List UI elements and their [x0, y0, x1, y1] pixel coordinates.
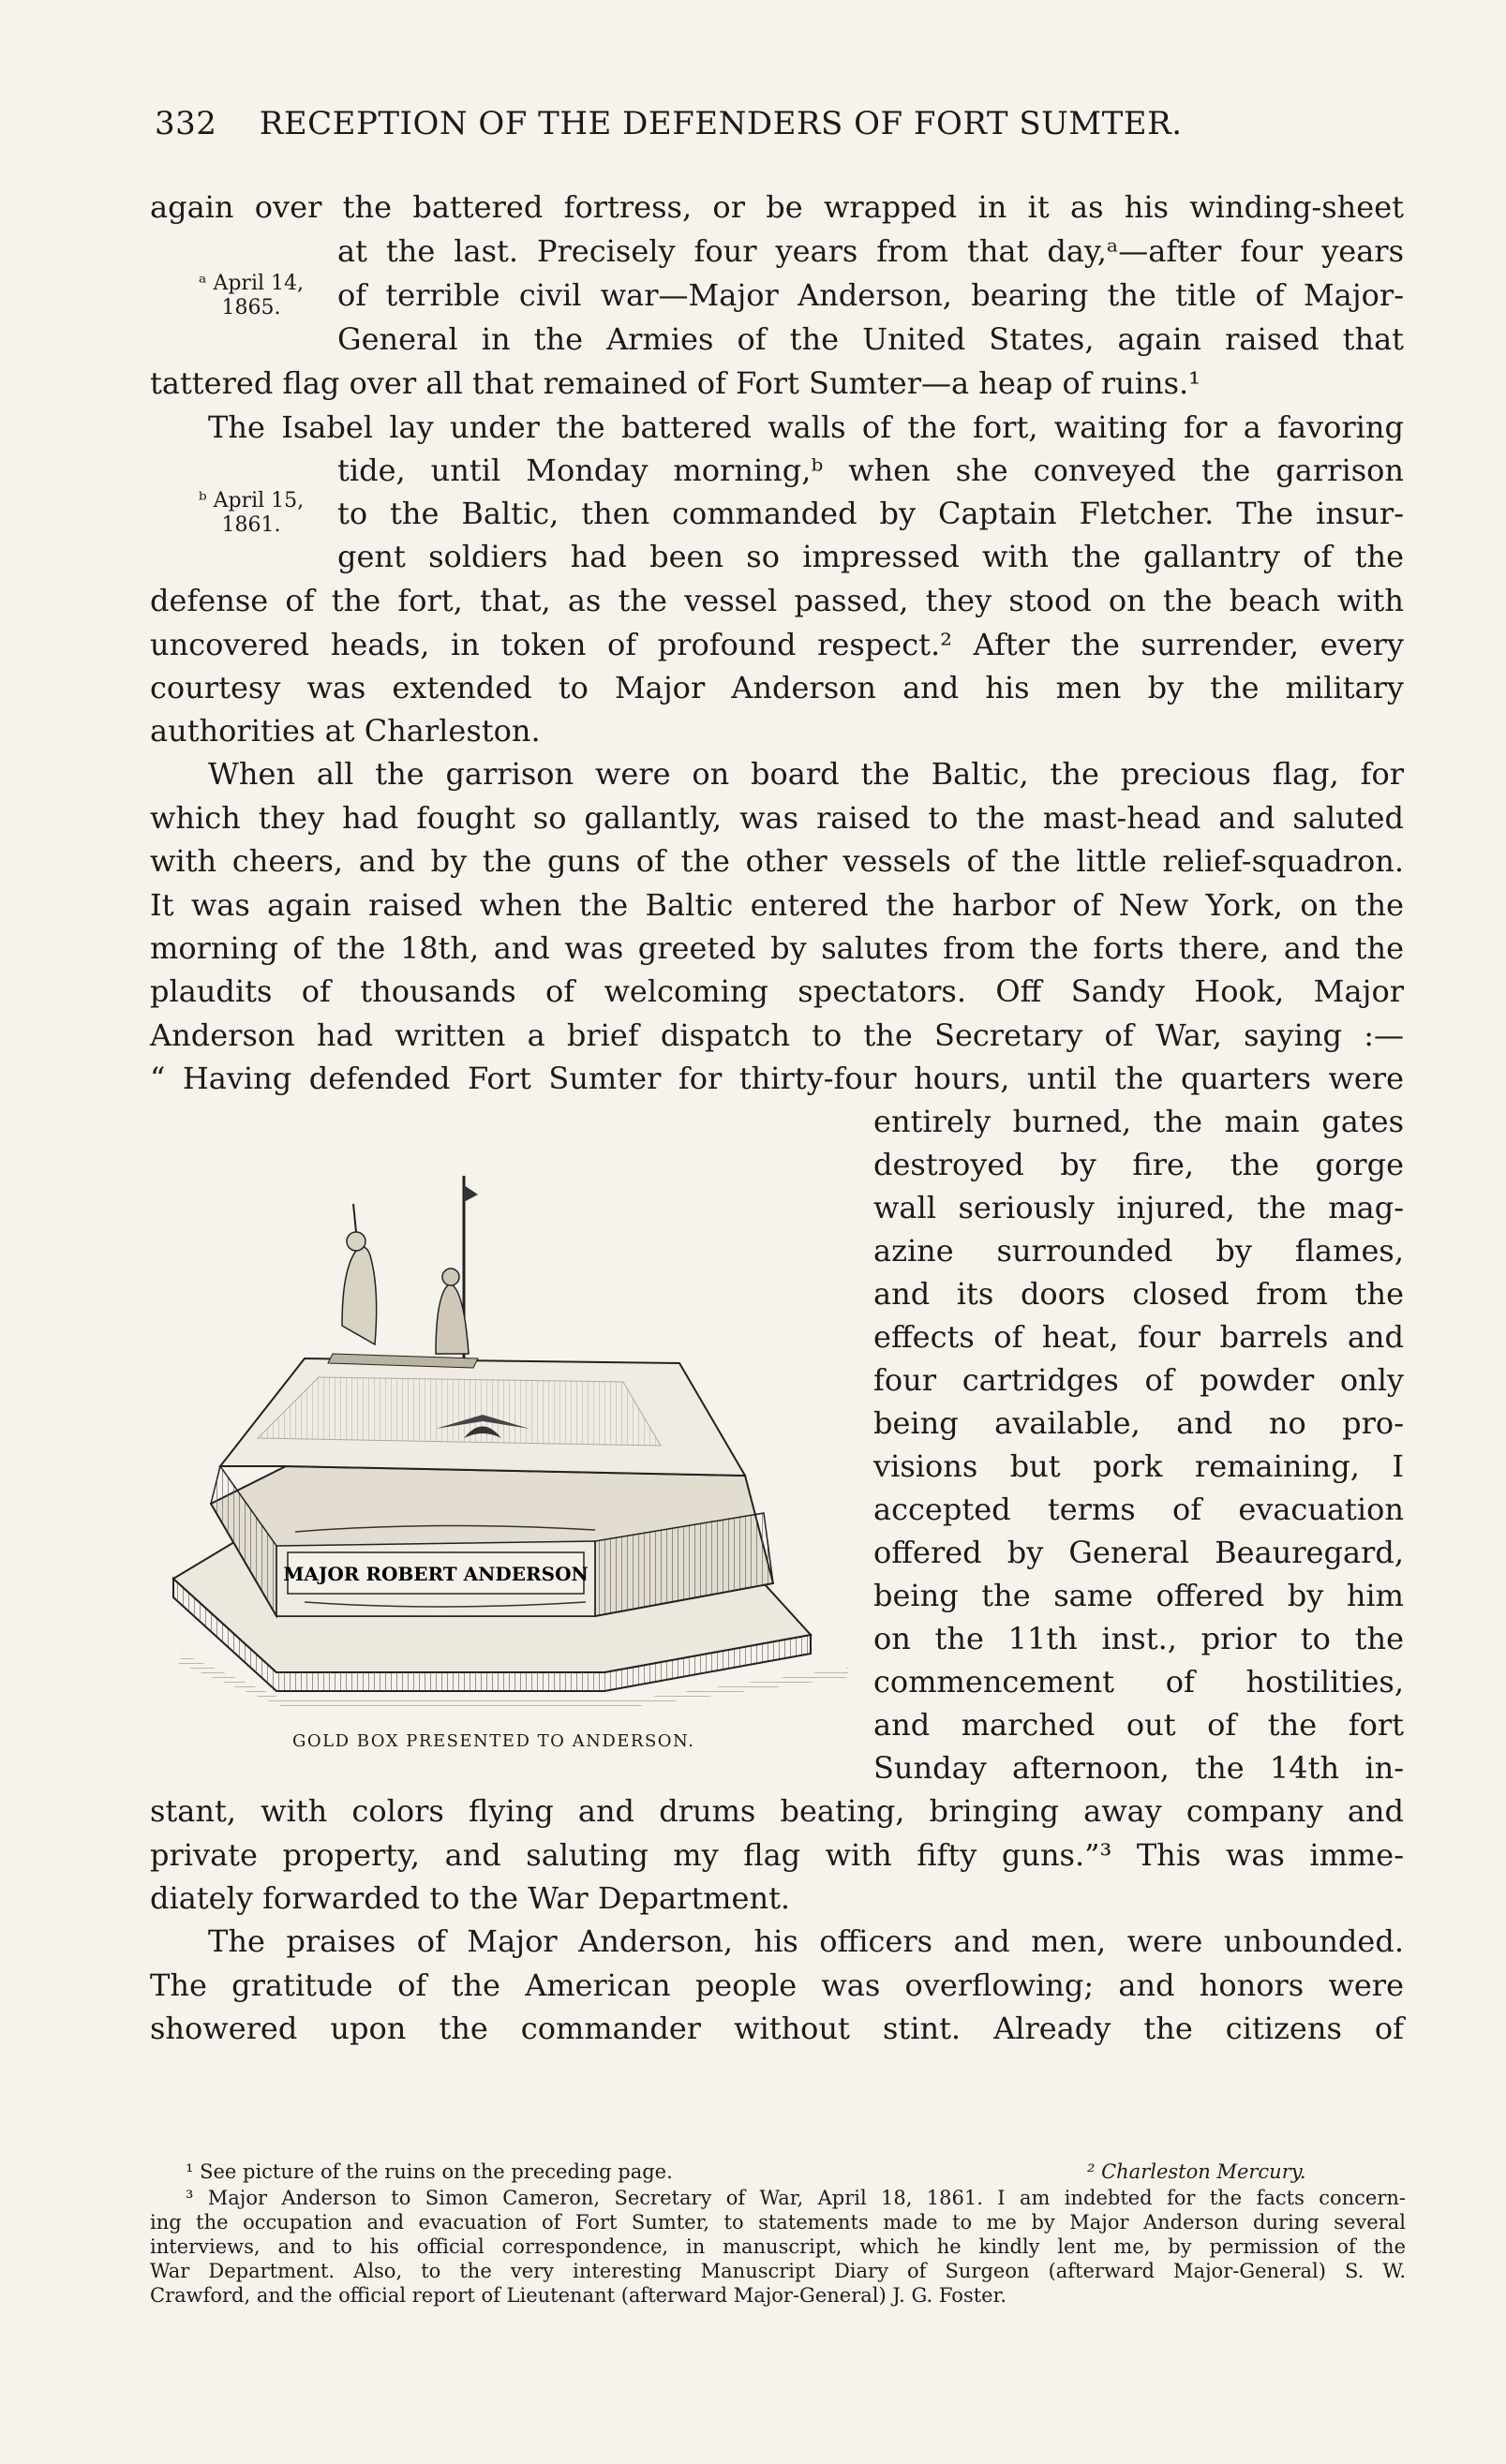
- margin-note-b-line1: ᵇ April 15,: [198, 489, 305, 512]
- body-line: tide, until Monday morning,ᵇ when she conveyed the garrison: [337, 453, 1404, 488]
- body-line: to the Baltic, then commanded by Captain Fletcher. The insur-: [337, 496, 1404, 531]
- footnote-3-line: interviews, and to his official correspondence, in manuscript, which he kindly lent me, by permission of the: [150, 2235, 1406, 2258]
- body-line: defense of the fort, that, as the vessel passed, they stood on the beach with: [150, 583, 1404, 618]
- right-column-line: azine surrounded by flames,: [873, 1233, 1404, 1269]
- right-column-line: entirely burned, the main gates: [873, 1104, 1404, 1139]
- margin-note-b-line2: 1861.: [221, 513, 281, 537]
- body-line: morning of the 18th, and was greeted by salutes from the forts there, and the: [150, 930, 1404, 966]
- body-line: with cheers, and by the guns of the other vessels of the little relief-squadron.: [150, 843, 1404, 879]
- right-column-line: on the 11th inst., prior to the: [873, 1621, 1404, 1656]
- body-line: The Isabel lay under the battered walls of the fort, waiting for a favoring: [208, 409, 1404, 445]
- gold-box-illustration: [155, 1129, 862, 1729]
- right-column-line: wall seriously injured, the mag-: [873, 1190, 1404, 1225]
- body-line: plaudits of thousands of welcoming spectators. Off Sandy Hook, Major: [150, 973, 1404, 1009]
- figure-caption: GOLD BOX PRESENTED TO ANDERSON.: [292, 1731, 695, 1751]
- body-line: uncovered heads, in token of profound respect.² After the surrender, every: [150, 627, 1404, 662]
- right-column-line: four cartridges of powder only: [873, 1362, 1404, 1398]
- right-column-line: being the same offered by him: [873, 1578, 1404, 1613]
- margin-note-a-line2: 1865.: [221, 296, 281, 319]
- footnote-3-line: War Department. Also, to the very interesting Manuscript Diary of Surgeon (afterward Major-General) S. W.: [150, 2260, 1406, 2282]
- body-line: tattered flag over all that remained of Fort Sumter—a heap of ruins.¹: [150, 365, 1200, 401]
- footnote-2: ² Charleston Mercury.: [1087, 2160, 1306, 2183]
- right-column-line: offered by General Beauregard,: [873, 1535, 1404, 1570]
- body-line: gent soldiers had been so impressed with the gallantry of the: [337, 539, 1404, 574]
- running-title: RECEPTION OF THE DEFENDERS OF FORT SUMTER.: [259, 105, 1183, 142]
- body-line: courtesy was extended to Major Anderson and his men by the military: [150, 670, 1404, 705]
- right-column-line: and marched out of the fort: [873, 1707, 1404, 1743]
- right-column-line: effects of heat, four barrels and: [873, 1319, 1404, 1355]
- body-line: stant, with colors flying and drums beating, bringing away company and: [150, 1793, 1404, 1829]
- body-line: diately forwarded to the War Department.: [150, 1880, 791, 1916]
- body-line: private property, and saluting my flag with fifty guns.”³ This was imme-: [150, 1837, 1404, 1873]
- right-column-line: and its doors closed from the: [873, 1276, 1404, 1312]
- running-header: [155, 105, 1406, 142]
- body-line: which they had fought so gallantly, was raised to the mast-head and saluted: [150, 800, 1404, 836]
- footnote-3-line: Crawford, and the official report of Lieutenant (afterward Major-General) J. G. Foster.: [150, 2284, 1006, 2307]
- body-line: at the last. Precisely four years from that day,ᵃ—after four years: [337, 233, 1404, 269]
- body-line: showered upon the commander without stint. Already the citizens of: [150, 2011, 1404, 2046]
- margin-note-a-line1: ᵃ April 14,: [198, 272, 305, 295]
- body-line: General in the Armies of the United States, again raised that: [337, 321, 1404, 357]
- margin-note-b: [186, 489, 317, 538]
- right-column-line: Sunday afternoon, the 14th in-: [873, 1750, 1404, 1786]
- footnote-3-line: ³ Major Anderson to Simon Cameron, Secretary of War, April 18, 1861. I am indebted for the facts concern-: [186, 2187, 1406, 2209]
- right-column-line: accepted terms of evacuation: [873, 1492, 1404, 1527]
- right-column-line: destroyed by fire, the gorge: [873, 1147, 1404, 1182]
- body-line: again over the battered fortress, or be wrapped in it as his winding-sheet: [150, 189, 1404, 225]
- right-column-line: visions but pork remaining, I: [873, 1448, 1404, 1484]
- footnote-3-line: ing the occupation and evacuation of Fort Sumter, to statements made to me by Major Anderson during several: [150, 2211, 1406, 2234]
- footnote-1: ¹ See picture of the ruins on the preceding page.: [186, 2160, 673, 2183]
- body-line: of terrible civil war—Major Anderson, bearing the title of Major-: [337, 277, 1404, 313]
- margin-note-a: [186, 272, 317, 320]
- right-column-line: being available, and no pro-: [873, 1405, 1404, 1441]
- box-inscription: MAJOR ROBERT ANDERSON: [283, 1563, 589, 1585]
- body-line: authorities at Charleston.: [150, 713, 541, 749]
- right-column-line: commencement of hostilities,: [873, 1664, 1404, 1700]
- body-line: When all the garrison were on board the Baltic, the precious flag, for: [208, 756, 1404, 792]
- body-line: The praises of Major Anderson, his officers and men, were unbounded.: [208, 1923, 1404, 1959]
- body-line: Anderson had written a brief dispatch to the Secretary of War, saying :—: [150, 1017, 1404, 1053]
- body-line: The gratitude of the American people was overflowing; and honors were: [150, 1967, 1404, 2003]
- page-number: 332: [155, 105, 217, 142]
- body-line: “ Having defended Fort Sumter for thirty-four hours, until the quarters were: [150, 1061, 1404, 1096]
- body-line: It was again raised when the Baltic entered the harbor of New York, on the: [150, 887, 1404, 923]
